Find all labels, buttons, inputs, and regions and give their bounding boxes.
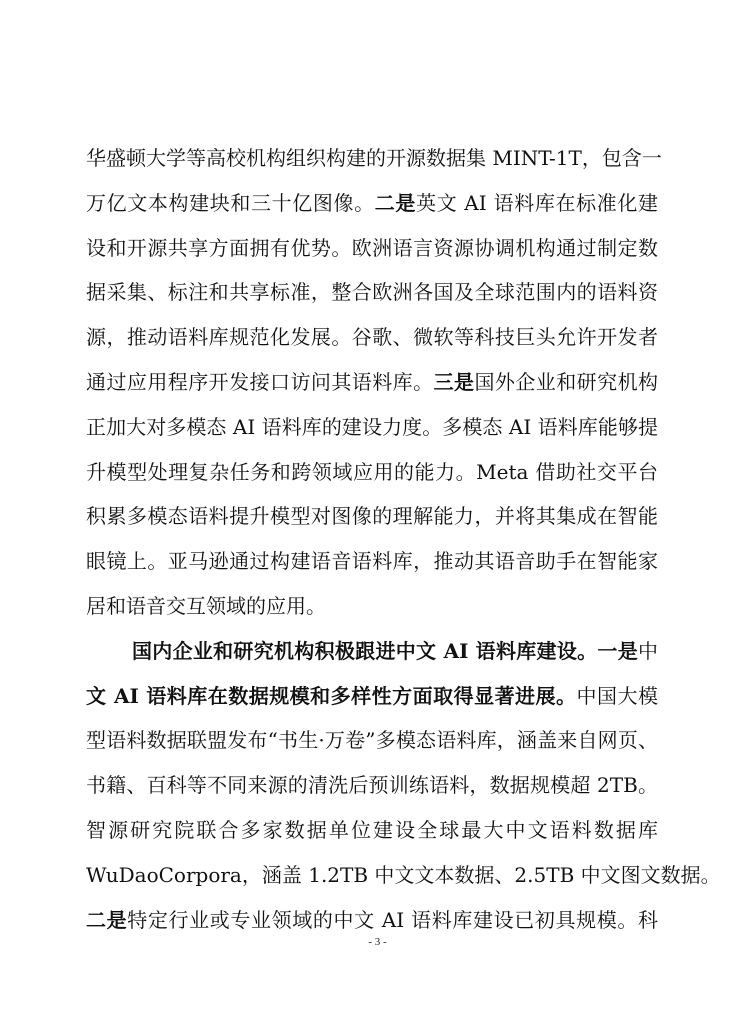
bold-text-run: 国内企业和研究机构积极跟进中文 AI 语料库建设。 xyxy=(132,639,598,663)
bold-text-run: 一是 xyxy=(597,639,638,663)
bold-text-run: 二是 xyxy=(86,908,128,932)
page-number: - 3 - xyxy=(368,936,387,948)
text-run: 中 xyxy=(638,639,658,663)
text-run: 智源研究院联合多家数据单位建设全球最大中文语料数据库 xyxy=(86,818,658,842)
bold-text-run: 二是 xyxy=(374,191,417,215)
text-run: 中国大模 xyxy=(576,684,658,708)
text-line xyxy=(86,768,658,802)
text-line xyxy=(86,903,658,937)
bold-text-run: 三是 xyxy=(433,370,475,394)
text-line xyxy=(86,365,658,399)
text-run: 书籍、百科等不同来源的清洗后预训练语料，数据规模超 2TB。 xyxy=(86,773,658,797)
text-line xyxy=(86,186,658,220)
text-line xyxy=(86,455,658,489)
text-line xyxy=(86,813,658,847)
text-run: 万亿文本构建块和三十亿图像。 xyxy=(86,191,375,215)
text-run: 华盛顿大学等高校机构组织构建的开源数据集 MINT-1T，包含一 xyxy=(86,146,662,170)
text-run: 据采集、标注和共享标准，整合欧洲各国及全球范围内的语料资 xyxy=(86,280,658,304)
bold-text-run: 文 AI 语料库在数据规模和多样性方面取得显著进展。 xyxy=(86,684,577,708)
text-run: 特定行业或专业领域的中文 AI 语料库建设已初具规模。科 xyxy=(127,908,659,932)
text-line xyxy=(86,723,658,757)
text-line xyxy=(132,634,658,668)
text-line xyxy=(86,410,658,444)
text-run: WuDaoCorpora，涵盖 1.2TB 中文文本数据、2.5TB 中文图文数据。 xyxy=(86,863,721,887)
text-line xyxy=(86,544,658,578)
text-run: 设和开源共享方面拥有优势。欧洲语言资源协调机构通过制定数 xyxy=(86,236,658,260)
text-line xyxy=(86,320,658,354)
text-run: 居和语音交互领域的应用。 xyxy=(86,594,326,618)
text-run: 国外企业和研究机构 xyxy=(474,370,659,394)
text-run: 源，推动语料库规范化发展。谷歌、微软等科技巨头允许开发者 xyxy=(86,325,658,349)
text-run: 升模型处理复杂任务和跨领域应用的能力。Meta 借助社交平台 xyxy=(86,460,658,484)
text-line xyxy=(86,141,662,175)
text-run: 通过应用程序开发接口访问其语料库。 xyxy=(86,370,434,394)
text-run: 英文 AI 语料库在标准化建 xyxy=(416,191,659,215)
text-run: 型语料数据联盟发布“书生·万卷”多模态语料库，涵盖来自网页、 xyxy=(86,728,658,752)
text-run: 眼镜上。亚马逊通过构建语音语料库，推动其语音助手在智能家 xyxy=(86,549,658,573)
text-run: 积累多模态语料提升模型对图像的理解能力，并将其集成在智能 xyxy=(86,504,658,528)
text-line xyxy=(86,275,658,309)
text-run: 正加大对多模态 AI 语料库的建设力度。多模态 AI 语料库能够提 xyxy=(86,415,658,439)
text-line xyxy=(86,858,721,892)
text-line xyxy=(86,499,658,533)
text-line xyxy=(86,231,658,265)
text-line xyxy=(86,679,658,713)
text-line xyxy=(86,589,326,623)
